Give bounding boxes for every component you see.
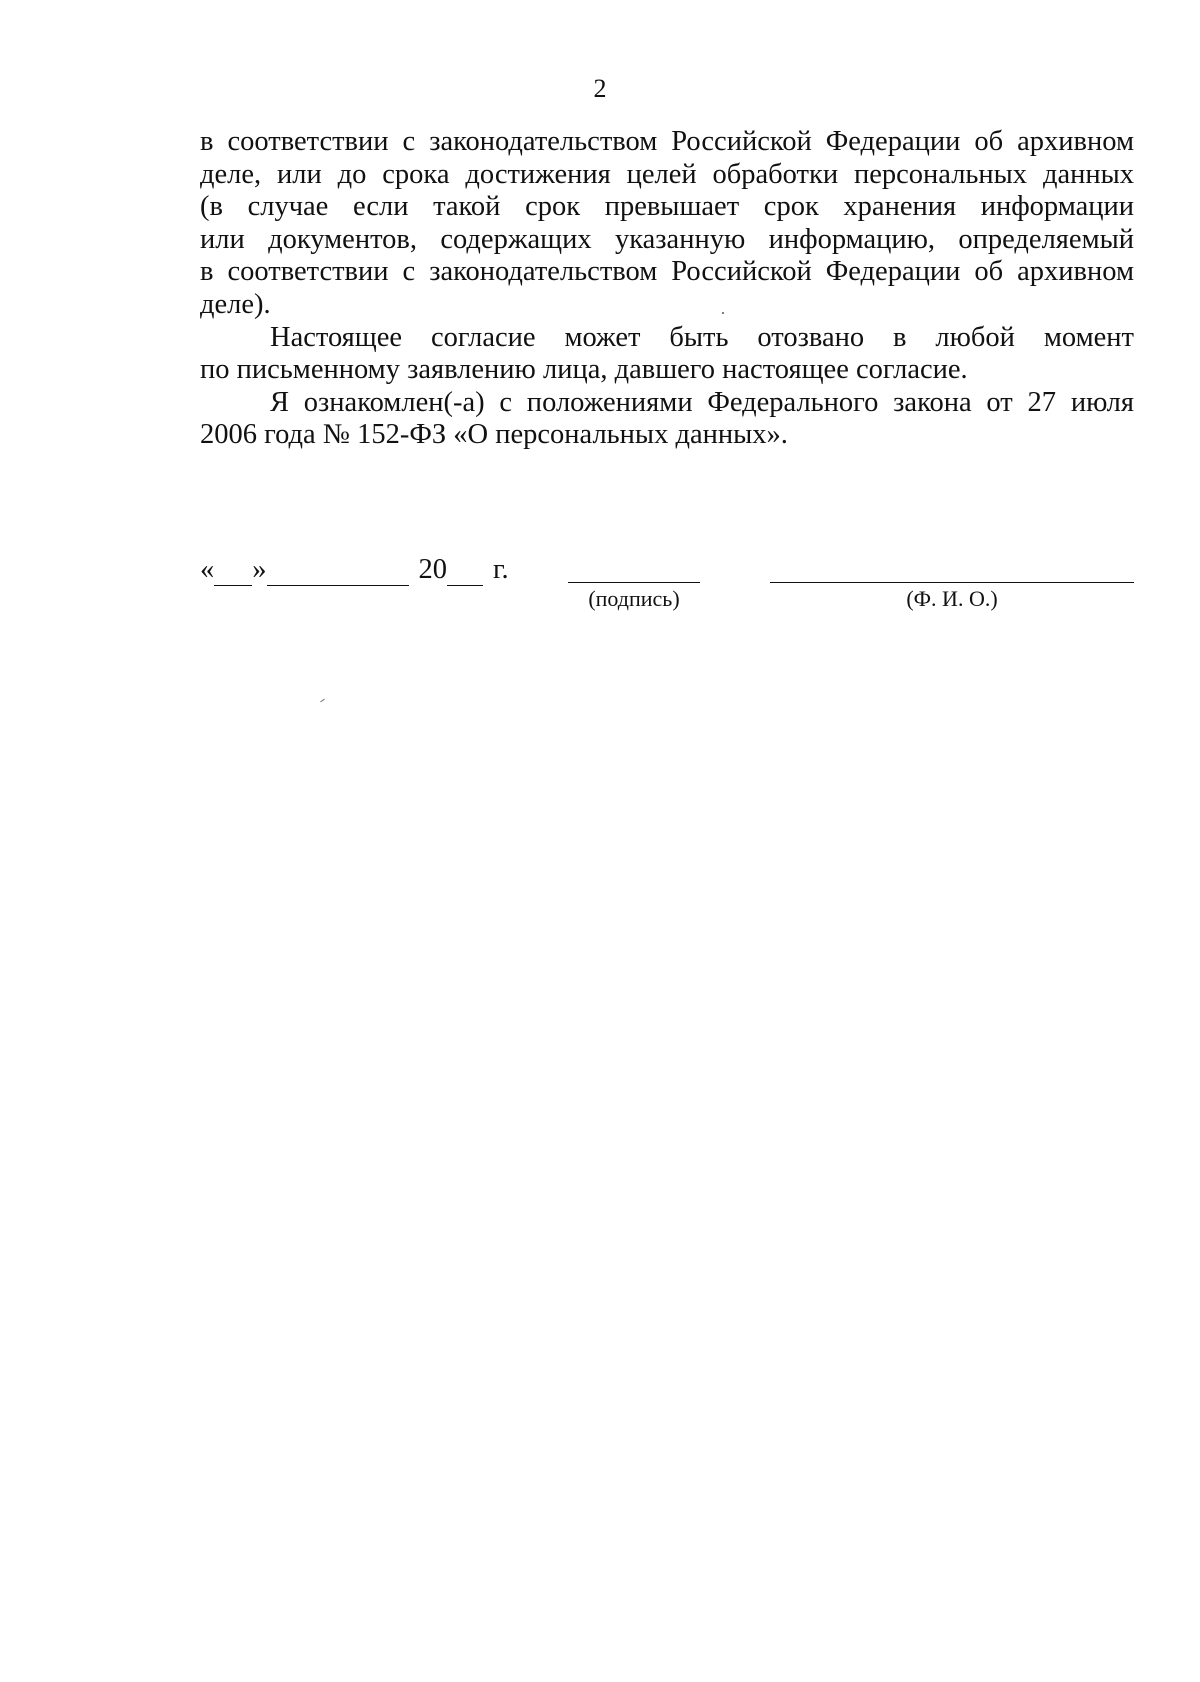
- month-blank-field[interactable]: [267, 559, 409, 586]
- date-open-quote: «: [200, 554, 215, 585]
- text-line: деле).: [200, 288, 271, 320]
- fullname-line[interactable]: [770, 582, 1134, 583]
- document-body: [200, 126, 1134, 452]
- text-line: 2006 года № 152-ФЗ «О персональных данных».: [200, 419, 788, 451]
- text-line: по письменному заявлению лица, давшего настоящее согласие.: [200, 354, 968, 386]
- text-line: Я ознакомлен(-а) с положениями Федерального закона от 27 июля: [270, 386, 1134, 418]
- text-line: или документов, содержащих указанную информацию, определяемый: [200, 223, 1134, 255]
- signature-line[interactable]: [568, 582, 700, 583]
- text-line: Настоящее согласие может быть отозвано в любой момент: [270, 321, 1134, 353]
- scan-mark: [320, 699, 325, 703]
- paragraph-revocation: [200, 322, 1134, 387]
- text-line: (в случае если такой срок превышает срок хранения информации: [200, 191, 1134, 223]
- year-suffix: г.: [493, 554, 509, 585]
- page-number: 2: [593, 74, 607, 103]
- scan-speck: [722, 312, 724, 314]
- signature-block: [200, 552, 1134, 622]
- fullname-caption: (Ф. И. О.): [906, 586, 998, 611]
- text-line: в соответствии с законодательством Российской Федерации об архивном: [200, 256, 1134, 288]
- paragraph-acknowledgement: [200, 387, 1134, 452]
- day-blank-field[interactable]: [214, 559, 252, 586]
- text-line: в соответствии с законодательством Российской Федерации об архивном: [200, 126, 1134, 157]
- date-close-quote: »: [252, 554, 267, 585]
- signature-caption: (подпись): [588, 586, 680, 611]
- year-prefix: 20: [418, 554, 447, 585]
- year-blank-field[interactable]: [447, 559, 483, 586]
- date-field: [200, 552, 509, 586]
- text-line: деле, или до срока достижения целей обработки персональных данных: [200, 158, 1134, 190]
- paragraph-retention-period: [200, 126, 1134, 322]
